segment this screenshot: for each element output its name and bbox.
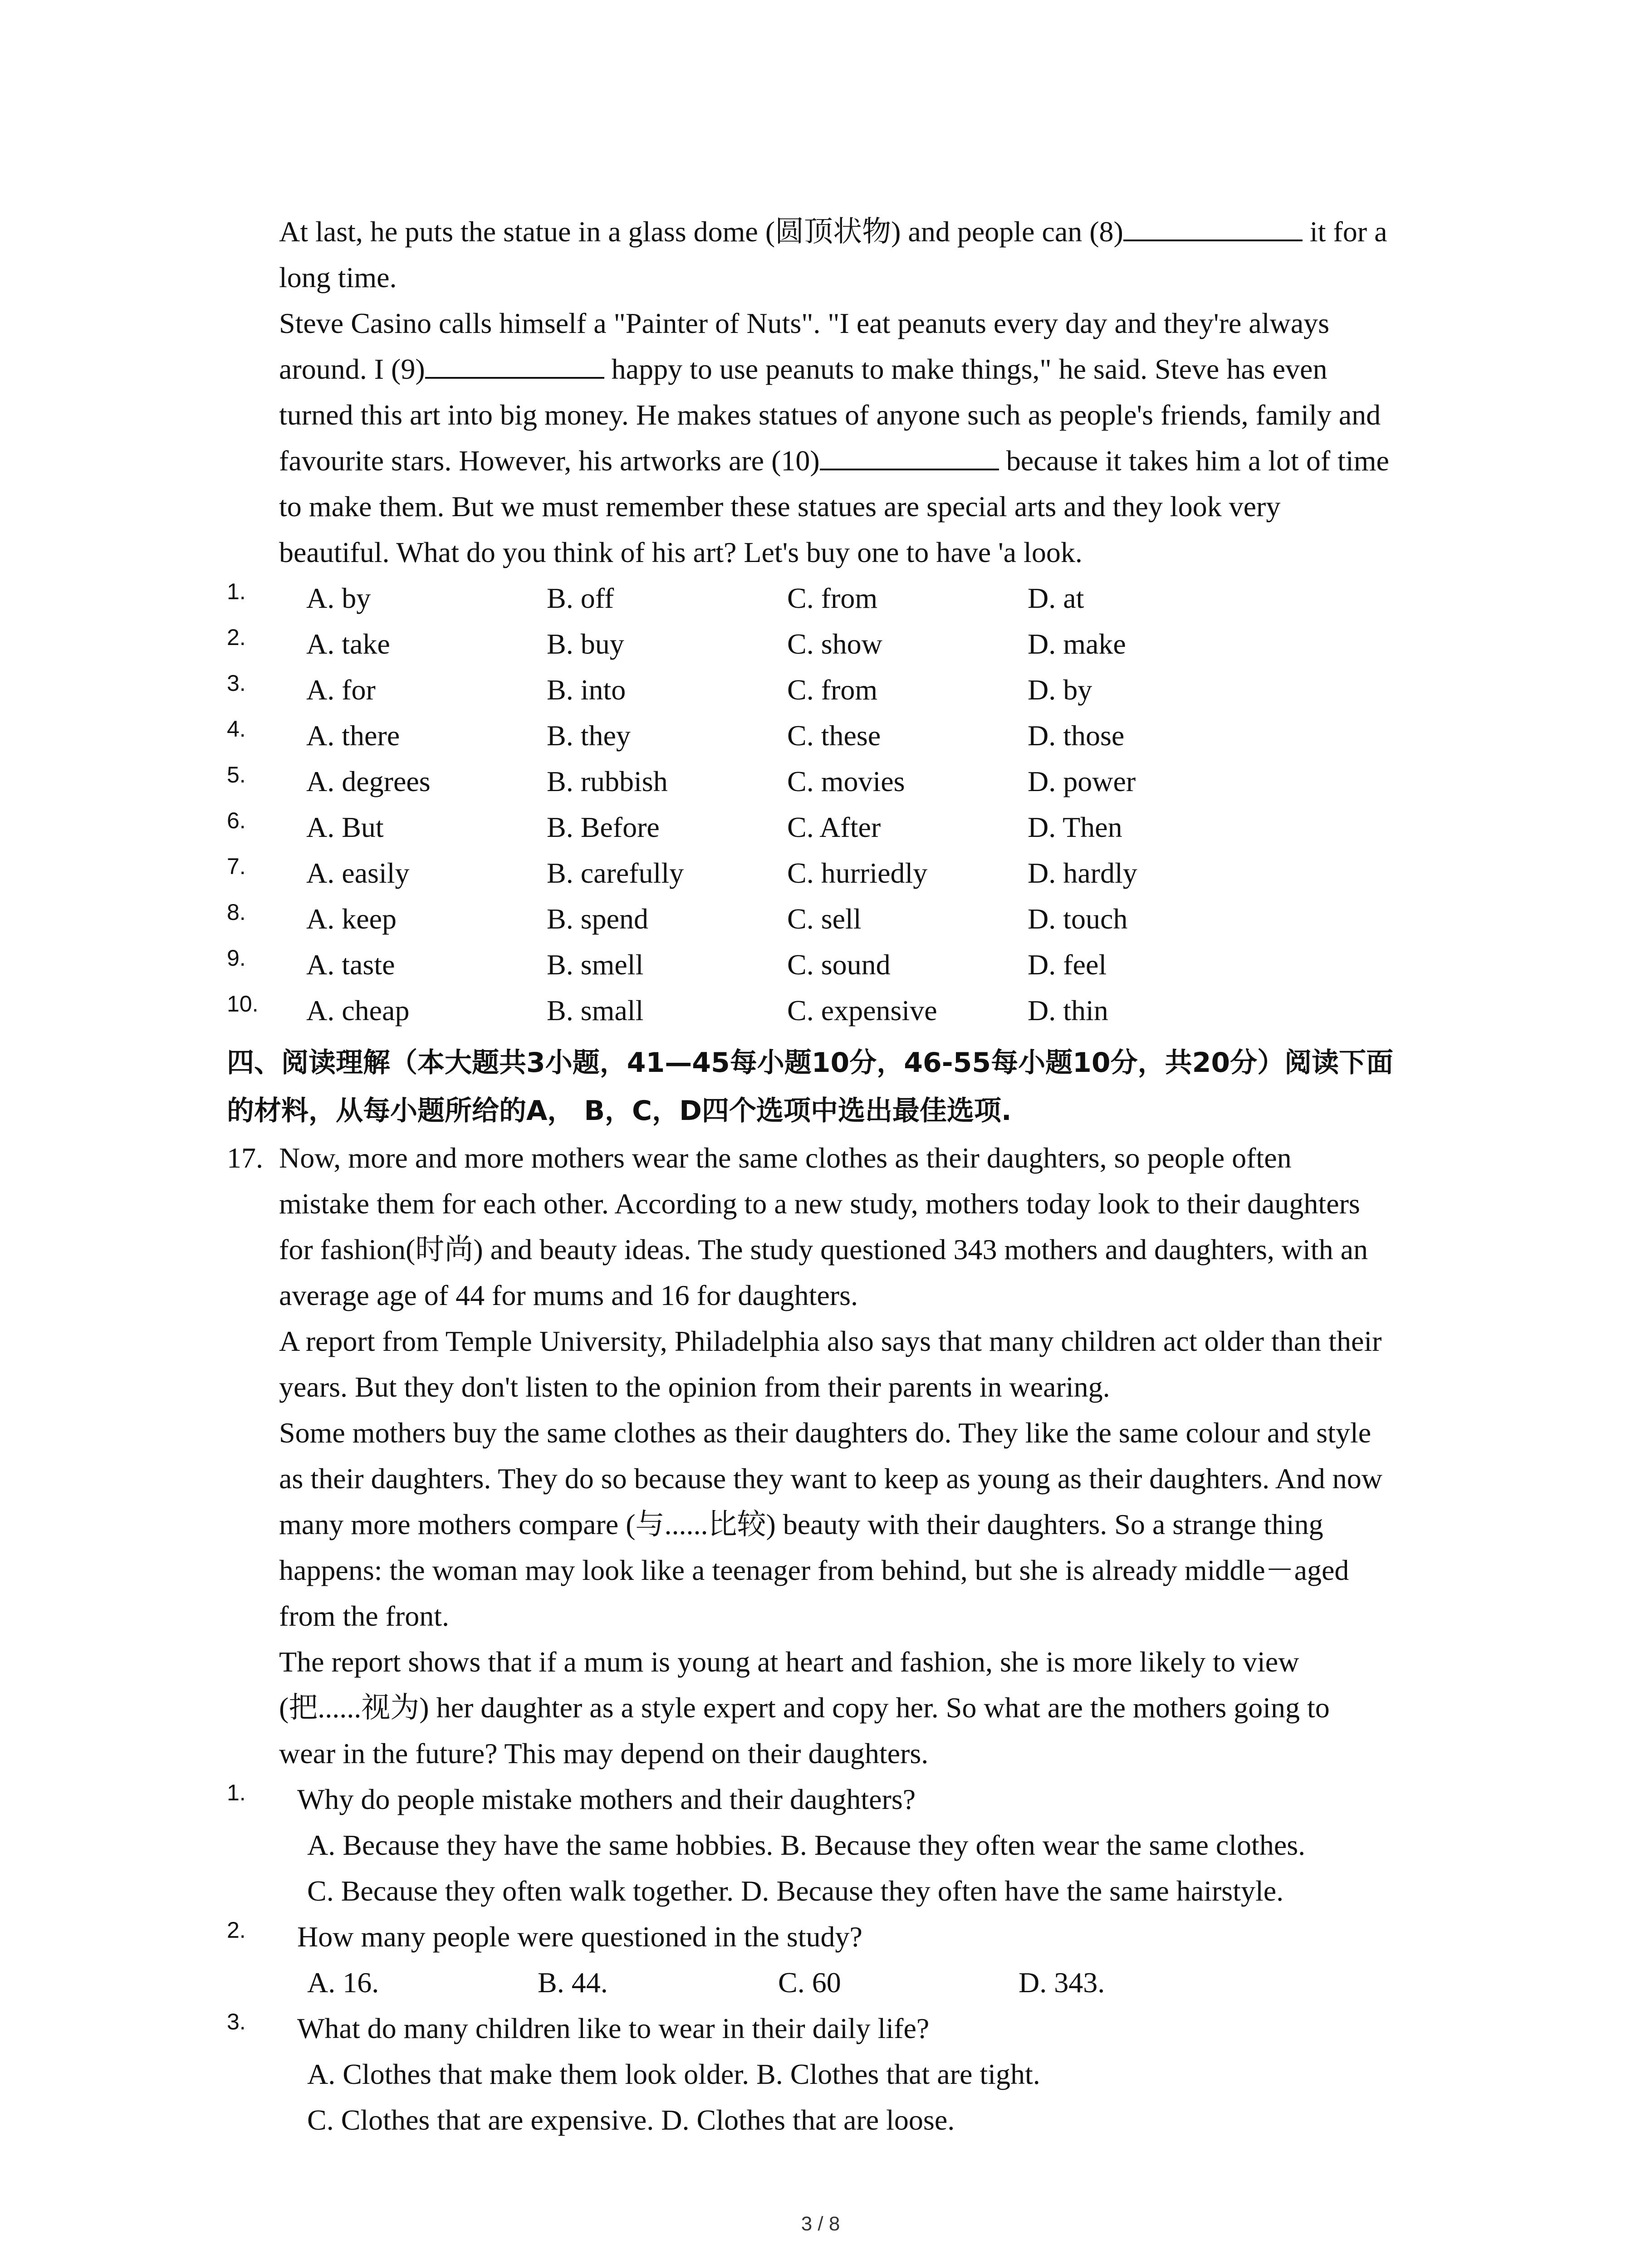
question-3 xyxy=(227,2005,1452,2143)
question-stem xyxy=(227,1776,1452,1822)
option-d: D. make xyxy=(1028,628,1126,660)
passage-line: The report shows that if a mum is young at heart and fashion, she is more likely to view xyxy=(279,1646,1299,1678)
option-a: A. by xyxy=(306,582,371,614)
passage-line: as their daughters. They do so because they want to keep as young as their daughters. And now xyxy=(279,1462,1382,1495)
answer-options-line xyxy=(297,2051,1452,2097)
option-c: C. sell xyxy=(787,903,862,935)
option-c: C. expensive xyxy=(787,994,937,1026)
page-content xyxy=(227,209,1452,2143)
option-c: C. these xyxy=(787,719,881,752)
option-number: 1. xyxy=(227,579,246,604)
text-span: At last, he puts the statue in a glass dome (圆顶状物) and people can (8) xyxy=(279,215,1123,248)
text-span: A. Because they have the same hobbies. B. Because they often wear the same clothes. xyxy=(307,1829,1306,1861)
passage-line: average age of 44 for mums and 16 for daughters. xyxy=(279,1279,858,1311)
option-c: C. hurriedly xyxy=(787,857,928,889)
passage-line: happens: the woman may look like a teenager from behind, but she is already middle－aged xyxy=(279,1554,1349,1586)
option-d: D. Then xyxy=(1028,811,1122,843)
option-d: D. feel xyxy=(1028,948,1107,981)
passage-line xyxy=(227,1135,1452,1181)
passage-line: long time. xyxy=(279,261,397,293)
option-d: D. hardly xyxy=(1028,857,1137,889)
passage-line: for fashion(时尚) and beauty ideas. The study questioned 343 mothers and daughters, with an xyxy=(279,1233,1368,1266)
question-number: 2. xyxy=(227,1917,246,1943)
option-b: B. they xyxy=(547,719,631,752)
passage-line: (把......视为) her daughter as a style expert and copy her. So what are the mothers going to xyxy=(279,1691,1330,1724)
passage-line: from the front. xyxy=(279,1600,449,1632)
passage-line: mistake them for each other. According to a new study, mothers today look to their daughters xyxy=(279,1188,1360,1220)
option-d: D. touch xyxy=(1028,903,1128,935)
answer-options-row xyxy=(297,1960,1452,2005)
option-b: B. small xyxy=(547,994,644,1026)
option-c: C. movies xyxy=(787,765,905,797)
option-d: D. at xyxy=(1028,582,1084,614)
passage-line xyxy=(279,209,1452,254)
blank-9 xyxy=(425,349,604,379)
option-row xyxy=(227,667,1452,713)
answer-options-line xyxy=(297,2097,1452,2143)
text-span: around. I (9) xyxy=(279,353,425,385)
option-b: B. Before xyxy=(547,811,660,843)
option-a: A. for xyxy=(306,674,376,706)
option-b: B. buy xyxy=(547,628,624,660)
option-row xyxy=(227,896,1452,942)
section-heading-line: 四、阅读理解（本大题共3小题，41—45每小题10分，46-55每小题10分，共20分）阅读下面 xyxy=(227,1047,1394,1079)
option-d: D. thin xyxy=(1028,994,1108,1026)
option-number: 4. xyxy=(227,716,246,742)
option-c: C. show xyxy=(787,628,882,660)
option-b: B. carefully xyxy=(547,857,684,889)
option-a: A. easily xyxy=(306,857,410,889)
option-row xyxy=(227,758,1452,804)
option-a: A. cheap xyxy=(306,994,410,1026)
option-row xyxy=(227,575,1452,621)
question-stem xyxy=(227,2005,1452,2051)
option-a: A. But xyxy=(306,811,384,843)
cloze-options xyxy=(227,575,1452,1033)
text-span: happy to use peanuts to make things," he said. Steve has even xyxy=(604,353,1327,385)
option-d: D. power xyxy=(1028,765,1136,797)
passage-line: A report from Temple University, Philadelphia also says that many children act older than their xyxy=(279,1325,1382,1357)
option-a: A. 16. xyxy=(307,1966,379,1999)
question-1 xyxy=(227,1776,1452,1914)
passage-line xyxy=(279,346,1452,392)
question-2 xyxy=(227,1914,1452,2005)
option-c: C. 60 xyxy=(778,1966,841,1999)
answer-options-line xyxy=(297,1822,1452,1868)
blank-10 xyxy=(820,440,999,470)
page-number: 3 / 8 xyxy=(801,2213,840,2235)
section-heading xyxy=(227,1039,1452,1135)
option-number: 3. xyxy=(227,670,246,696)
passage-line: wear in the future? This may depend on their daughters. xyxy=(279,1737,929,1769)
option-a: A. there xyxy=(306,719,400,752)
passage-line: Some mothers buy the same clothes as their daughters do. They like the same colour and style xyxy=(279,1417,1372,1449)
option-row xyxy=(227,850,1452,896)
text-span: because it takes him a lot of time xyxy=(999,445,1389,477)
option-b: B. smell xyxy=(547,948,644,981)
question-text: What do many children like to wear in their daily life? xyxy=(297,2012,930,2044)
text-span: C. Clothes that are expensive. D. Clothes that are loose. xyxy=(307,2104,955,2136)
option-d: D. those xyxy=(1028,719,1125,752)
question-text: How many people were questioned in the study? xyxy=(297,1921,862,1953)
passage-line xyxy=(279,438,1452,484)
text-span: favourite stars. However, his artworks are (10) xyxy=(279,445,820,477)
question-number: 1. xyxy=(227,1780,246,1805)
answer-options-line xyxy=(297,1868,1452,1914)
option-c: C. sound xyxy=(787,948,891,981)
option-d: D. by xyxy=(1028,674,1092,706)
option-a: A. degrees xyxy=(306,765,431,797)
passage-line: to make them. But we must remember these statues are special arts and they look very xyxy=(279,490,1281,523)
option-b: B. spend xyxy=(547,903,648,935)
option-number: 5. xyxy=(227,762,246,787)
option-number: 6. xyxy=(227,808,246,833)
passage-line: many more mothers compare (与......比较) beauty with their daughters. So a strange thing xyxy=(279,1508,1323,1540)
option-row xyxy=(227,804,1452,850)
option-a: A. keep xyxy=(306,903,397,935)
option-a: A. take xyxy=(306,628,390,660)
question-text: Why do people mistake mothers and their daughters? xyxy=(297,1783,916,1815)
option-number: 7. xyxy=(227,854,246,879)
question-number: 3. xyxy=(227,2009,246,2034)
reading-passage-17 xyxy=(227,1135,1452,1776)
text-span: Now, more and more mothers wear the same clothes as their daughters, so people often xyxy=(279,1142,1292,1174)
section-heading-line: 的材料，从每小题所给的A， B，C，D四个选项中选出最佳选项. xyxy=(227,1095,1012,1127)
passage-line: beautiful. What do you think of his art? Let's buy one to have 'a look. xyxy=(279,536,1083,568)
passage-line: years. But they don't listen to the opinion from their parents in wearing. xyxy=(279,1371,1110,1403)
passage-number: 17. xyxy=(227,1142,263,1174)
option-row xyxy=(227,942,1452,987)
passage-line: turned this art into big money. He makes statues of anyone such as people's friends, family and xyxy=(279,399,1381,431)
option-number: 9. xyxy=(227,945,246,971)
option-c: C. After xyxy=(787,811,881,843)
option-row xyxy=(227,621,1452,667)
text-span: it for a xyxy=(1302,215,1387,248)
option-row xyxy=(227,987,1452,1033)
passage-line: Steve Casino calls himself a "Painter of Nuts". "I eat peanuts every day and they're always xyxy=(279,307,1329,339)
option-b: B. rubbish xyxy=(547,765,668,797)
text-span: C. Because they often walk together. D. Because they often have the same hairstyle. xyxy=(307,1875,1284,1907)
option-b: B. 44. xyxy=(538,1966,608,1999)
option-number: 8. xyxy=(227,899,246,925)
blank-8 xyxy=(1123,211,1303,241)
option-b: B. into xyxy=(547,674,626,706)
option-c: C. from xyxy=(787,674,878,706)
option-number: 2. xyxy=(227,625,246,650)
question-stem xyxy=(227,1914,1452,1960)
option-d: D. 343. xyxy=(1019,1966,1105,1999)
option-row xyxy=(227,713,1452,758)
option-b: B. off xyxy=(547,582,614,614)
option-a: A. taste xyxy=(306,948,395,981)
option-number: 10. xyxy=(227,991,259,1017)
text-span: A. Clothes that make them look older. B. Clothes that are tight. xyxy=(307,2058,1040,2090)
option-c: C. from xyxy=(787,582,878,614)
